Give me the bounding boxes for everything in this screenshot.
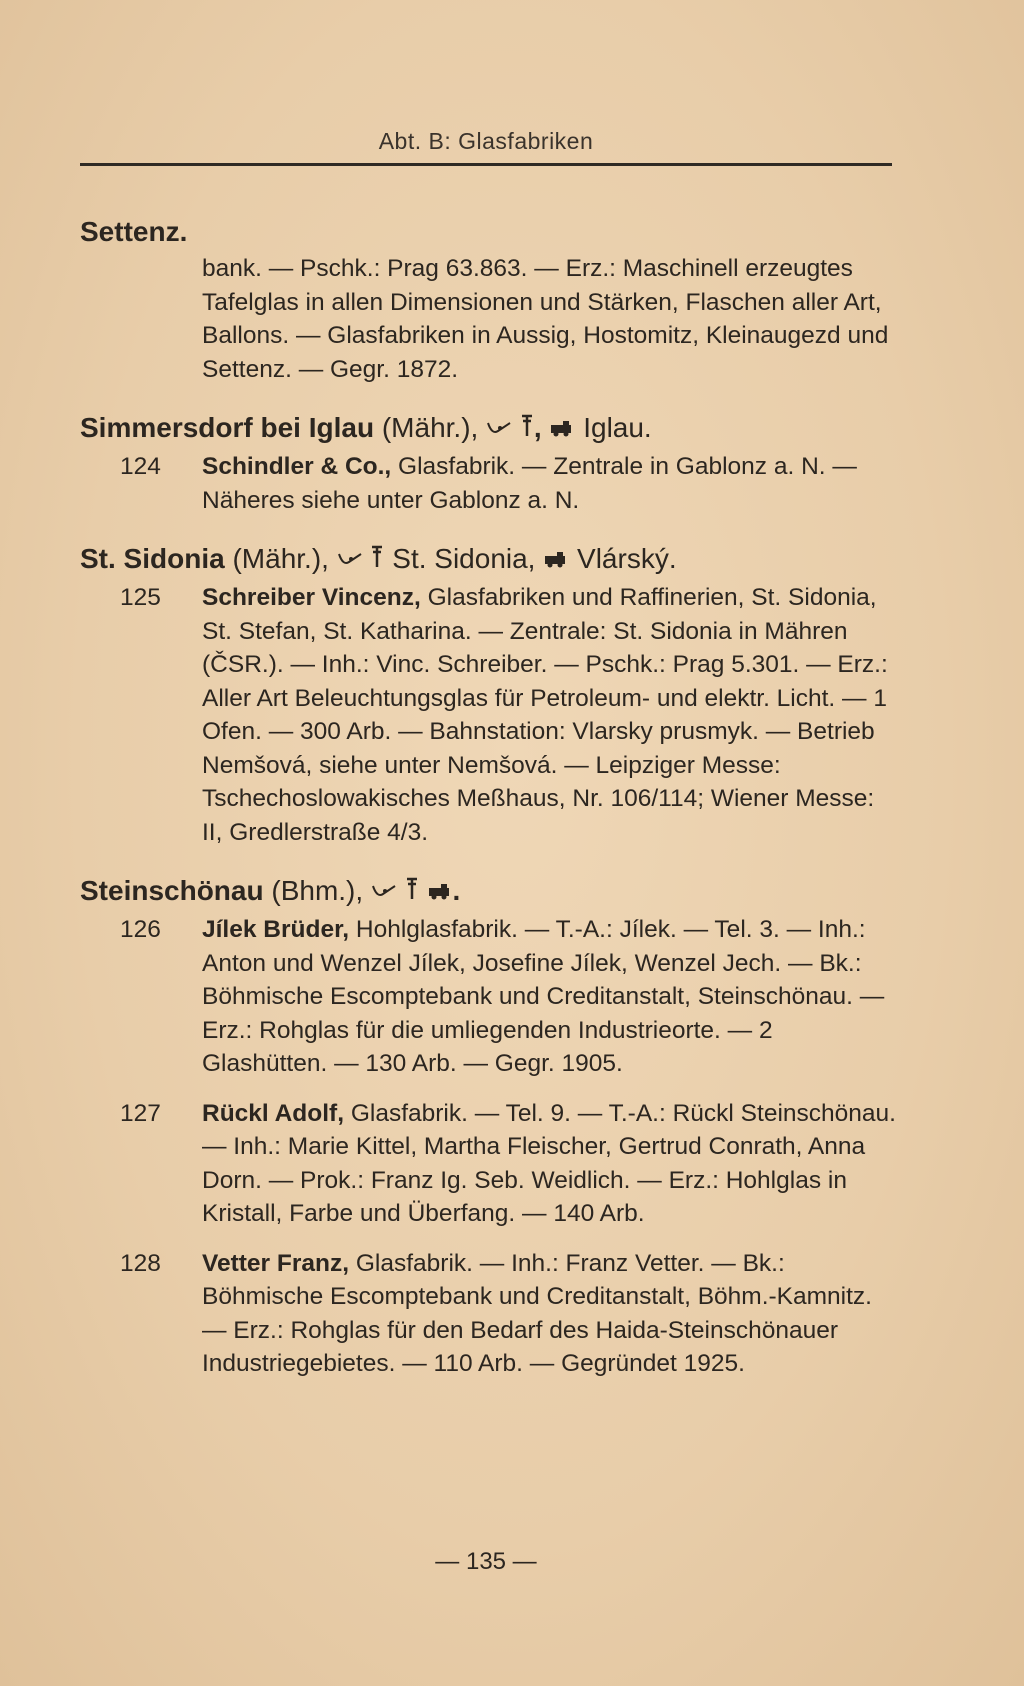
railway-station-icon <box>427 873 453 913</box>
entry-text: Hohlglasfabrik. — T.-A.: Jílek. — Tel. 3. — Inh.: Anton und Wenzel Jílek, Josefine Jílek, Wenzel Jech. — Bk.: Böhmische Escomptebank und Creditanstalt, Steinschönau. — Erz.: Rohglas für die umliegenden Industrieorte. — 2 Glashütten. — 130 Arb. — Gegr. 1905. <box>202 916 885 1077</box>
place-rest: Iglau. <box>575 412 652 443</box>
telegraph-icon <box>370 541 384 581</box>
entry-number: 128 <box>120 1249 161 1277</box>
continuation-text: bank. — Pschk.: Prag 63.863. — Erz.: Maschinell erzeugtes Tafelglas in allen Dimensionen und Stärken, Flaschen aller Art, Ballons. — Glasfabriken in Aussig, Hostomitz, Kleinaugezd und Settenz. — Gegr. 1872. <box>202 255 889 383</box>
section-simmersdorf <box>80 408 896 517</box>
place-region: (Bhm.), <box>263 875 364 906</box>
place-heading <box>80 539 896 581</box>
firm-name: Jílek Brüder, <box>202 916 350 943</box>
place-name: St. Sidonia <box>80 543 225 574</box>
firm-entry <box>80 450 896 517</box>
firm-name: Schindler & Co., <box>202 453 392 480</box>
post-office-icon <box>337 541 363 581</box>
place-region: (Mähr.), <box>374 412 479 443</box>
place-name: Steinschönau <box>80 875 264 906</box>
railway-station-icon <box>549 410 575 450</box>
section-settenz <box>80 212 896 386</box>
place-name: Settenz. <box>80 216 188 247</box>
entry-number: 126 <box>120 916 161 943</box>
place-rest: Vlárský. <box>569 543 677 574</box>
firm-entry <box>80 581 896 849</box>
entry-number: 127 <box>120 1099 161 1127</box>
header-rule <box>80 163 892 166</box>
entry-number: 125 <box>120 584 161 611</box>
firm-name: Rückl Adolf, <box>202 1099 345 1127</box>
firm-entry <box>80 913 896 1081</box>
place-heading: Steinschönau (Bhm.), . <box>80 871 896 913</box>
entry-text: Glasfabrik. — Tel. 9. — T.-A.: Rückl Steinschönau. — Inh.: Marie Kittel, Martha Fleischer, Gertrud Conrath, Anna Dorn. — Prok.: Franz Ig. Seb. Weidlich. — Erz.: Hohlglas in Kristall, Farbe und Überfang. — 140 Arb. <box>202 1099 896 1227</box>
post-office-icon <box>486 410 512 450</box>
section-steinschoenau <box>80 871 896 1381</box>
place-rest: St. Sidonia, <box>384 543 536 574</box>
firm-entry <box>80 1097 896 1231</box>
entry-text: Glasfabriken und Raffinerien, St. Sidonia, St. Stefan, St. Katharina. — Zentrale: St. Sidonia in Mähren (ČSR.). — Inh.: Vinc. Schreiber. — Pschk.: Prag 5.301. — Erz.: Aller Art Beleuchtungsglas für Petroleum- und elektr. Licht. — 1 Ofen. — 300 Arb. — Bahnstation: Vlarsky prusmyk. — Betrieb Nemšová, siehe unter Nemšová. — Leipziger Messe: Tschechoslowakisches Meßhaus, Nr. 106/114; Wiener Messe: II, Gredlerstraße 4/3. <box>202 584 888 846</box>
place-name: Simmersdorf bei Iglau <box>80 412 375 443</box>
firm-entry <box>80 1247 896 1381</box>
entry-text: Glasfabrik. — Zentrale in Gablonz a. N. — Näheres siehe unter Gablonz a. N. <box>202 453 857 514</box>
telegraph-icon <box>520 410 534 450</box>
running-title: Abt. B: Glasfabriken <box>378 128 594 154</box>
place-heading <box>80 212 896 252</box>
telegraph-icon <box>405 873 419 913</box>
entry-text: Glasfabrik. — Inh.: Franz Vetter. — Bk.: Böhmische Escomptebank und Creditanstalt, Böhm.-Kamnitz. — Erz.: Rohglas für den Bedarf des Haida-Steinschönauer Industriegebietes. — 110 Arb. — Gegründet 1925. <box>202 1249 872 1377</box>
place-heading: Simmersdorf bei Iglau (Mähr.), , Iglau. <box>80 408 896 450</box>
section-st-sidonia <box>80 539 896 849</box>
post-office-icon <box>371 873 397 913</box>
page-content <box>80 212 896 1381</box>
place-region: (Mähr.), <box>224 543 329 574</box>
entry-number: 124 <box>120 453 161 480</box>
firm-name: Vetter Franz, <box>202 1249 350 1277</box>
page-number: — 135 — <box>435 1548 537 1575</box>
firm-name: Schreiber Vincenz, <box>202 584 421 611</box>
railway-station-icon <box>543 541 569 581</box>
